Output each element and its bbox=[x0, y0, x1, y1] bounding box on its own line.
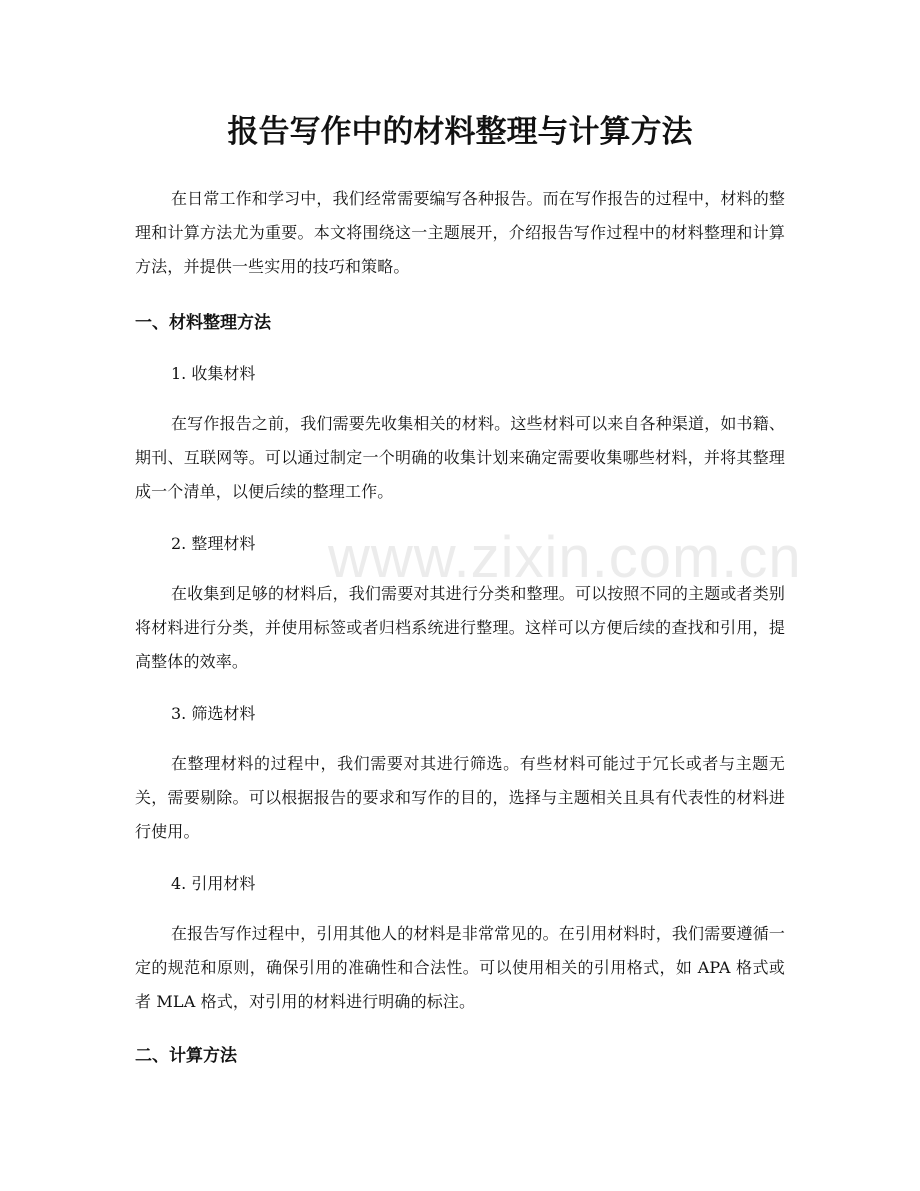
watermark: www.zixin.com.cn bbox=[328, 525, 802, 590]
section-heading-calculation-methods: 二、计算方法 bbox=[135, 1046, 237, 1066]
subheading-cite-materials: 4. 引用材料 bbox=[171, 874, 256, 893]
section-heading-material-organization: 一、材料整理方法 bbox=[135, 313, 271, 333]
paragraph-organize-materials: 在收集到足够的材料后，我们需要对其进行分类和整理。可以按照不同的主题或者类别将材料进行分类，并使用标签或者归档系统进行整理。这样可以方便后续的查找和引用，提高整体的效率。 bbox=[135, 584, 785, 671]
paragraph-cite-materials: 在报告写作过程中，引用其他人的材料是非常常见的。在引用材料时，我们需要遵循一定的规范和原则，确保引用的准确性和合法性。可以使用相关的引用格式，如 APA 格式或者 MLA 格式，对引用的材料进行明确的标注。 bbox=[135, 924, 785, 1011]
intro-paragraph: 在日常工作和学习中，我们经常需要编写各种报告。而在写作报告的过程中，材料的整理和计算方法尤为重要。本文将围绕这一主题展开，介绍报告写作过程中的材料整理和计算方法，并提供一些实用的技巧和策略。 bbox=[135, 189, 785, 276]
paragraph-collect-materials: 在写作报告之前，我们需要先收集相关的材料。这些材料可以来自各种渠道，如书籍、期刊、互联网等。可以通过制定一个明确的收集计划来确定需要收集哪些材料，并将其整理成一个清单，以便后续的整理工作。 bbox=[135, 414, 785, 501]
subheading-organize-materials: 2. 整理材料 bbox=[171, 534, 256, 553]
subheading-collect-materials: 1. 收集材料 bbox=[171, 364, 256, 383]
subheading-filter-materials: 3. 筛选材料 bbox=[171, 704, 256, 723]
paragraph-filter-materials: 在整理材料的过程中，我们需要对其进行筛选。有些材料可能过于冗长或者与主题无关，需要剔除。可以根据报告的要求和写作的目的，选择与主题相关且具有代表性的材料进行使用。 bbox=[135, 754, 785, 841]
document-title: 报告写作中的材料整理与计算方法 bbox=[227, 114, 693, 150]
